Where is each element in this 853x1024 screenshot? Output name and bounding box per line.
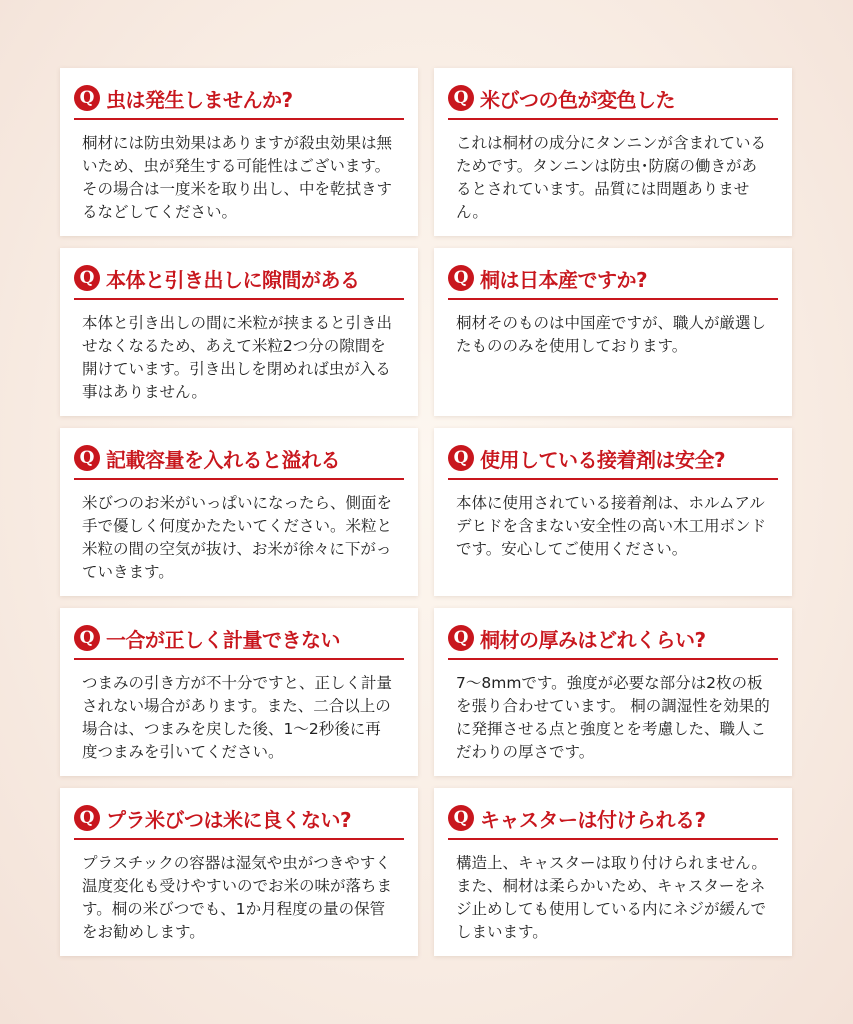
faq-question: [74, 798, 404, 840]
answer-text: 本体と引き出しの間に米粒が挟まると引き出せなくなるため、あえて米粒2つ分の隙間を開けています。引き出しを閉めれば虫が入る事はありません。: [82, 314, 393, 401]
answer-text: 7～8mmです。強度が必要な部分は2枚の板を張り合わせています。 桐の調湿性を効果的に発揮させる点と強度とを考慮した、職人こだわりの厚さです。: [456, 674, 770, 761]
answer-text: 桐材には防虫効果はありますが殺虫効果は無いため、虫が発生する可能性はございます。その場合は一度米を取り出し、中を乾拭きするなどしてください。: [82, 134, 393, 221]
q-circle-icon: Q: [74, 445, 100, 471]
question-text: キャスターは付けられる?: [480, 807, 706, 832]
faq-question: [74, 618, 404, 660]
question-text: 本体と引き出しに隙間がある: [106, 267, 360, 292]
faq-question: [448, 258, 778, 300]
answer-text: 米びつのお米がいっぱいになったら、側面を手で優しく何度かたたいてください。米粒と米粒の間の空気が抜け、お米が徐々に下がっていきます。: [82, 494, 393, 581]
q-circle-icon: Q: [74, 265, 100, 291]
q-circle-icon: Q: [448, 445, 474, 471]
question-text: 桐は日本産ですか?: [480, 267, 648, 292]
faq-card-casters: [434, 788, 792, 956]
answer-text: 桐材そのものは中国産ですが、職人が厳選したもののみを使用しております。: [456, 314, 767, 355]
question-text: 桐材の厚みはどれくらい?: [480, 627, 706, 652]
question-text: 米びつの色が変色した: [480, 87, 675, 112]
faq-card-insects: [60, 68, 418, 236]
answer-text: つまみの引き方が不十分ですと、正しく計量されない場合があります。また、二合以上の場合は、つまみを戻した後、1～2秒後に再度つまみを引いてください。: [82, 674, 393, 761]
answer-text: プラスチックの容器は湿気や虫がつきやすく温度変化も受けやすいのでお米の味が落ちます。桐の米びつでも、1か月程度の量の保管をお勧めします。: [82, 854, 393, 941]
answer-text: 構造上、キャスターは取り付けられません。また、桐材は柔らかいため、キャスターをネジ止めしても使用している内にネジが緩んでしまいます。: [456, 854, 767, 941]
answer-text: 本体に使用されている接着剤は、ホルムアルデヒドを含まない安全性の高い木工用ボンドです。安心してご使用ください。: [456, 494, 767, 558]
faq-card-discoloration: [434, 68, 792, 236]
faq-question: [448, 618, 778, 660]
q-circle-icon: Q: [448, 265, 474, 291]
question-text: 使用している接着剤は安全?: [480, 447, 726, 472]
q-circle-icon: Q: [74, 625, 100, 651]
faq-card-adhesive: [434, 428, 792, 596]
question-text: プラ米びつは米に良くない?: [106, 807, 352, 832]
faq-question: [74, 258, 404, 300]
question-text: 記載容量を入れると溢れる: [106, 447, 340, 472]
question-text: 一合が正しく計量できない: [106, 627, 340, 652]
q-circle-icon: Q: [74, 85, 100, 111]
faq-card-measuring: [60, 608, 418, 776]
faq-question: [448, 798, 778, 840]
faq-card-origin: [434, 248, 792, 416]
faq-question: [74, 78, 404, 120]
answer-text: これは桐材の成分にタンニンが含まれているためです。タンニンは防虫･防腐の働きがあるとされています。品質には問題ありません。: [456, 134, 767, 221]
faq-question: [448, 78, 778, 120]
faq-card-plastic: [60, 788, 418, 956]
faq-card-thickness: [434, 608, 792, 776]
faq-question: [74, 438, 404, 480]
faq-card-overflow: [60, 428, 418, 596]
q-circle-icon: Q: [74, 805, 100, 831]
faq-question: [448, 438, 778, 480]
q-circle-icon: Q: [448, 625, 474, 651]
question-text: 虫は発生しませんか?: [106, 87, 293, 112]
faq-grid: [60, 68, 792, 956]
faq-card-gap: [60, 248, 418, 416]
q-circle-icon: Q: [448, 805, 474, 831]
q-circle-icon: Q: [448, 85, 474, 111]
